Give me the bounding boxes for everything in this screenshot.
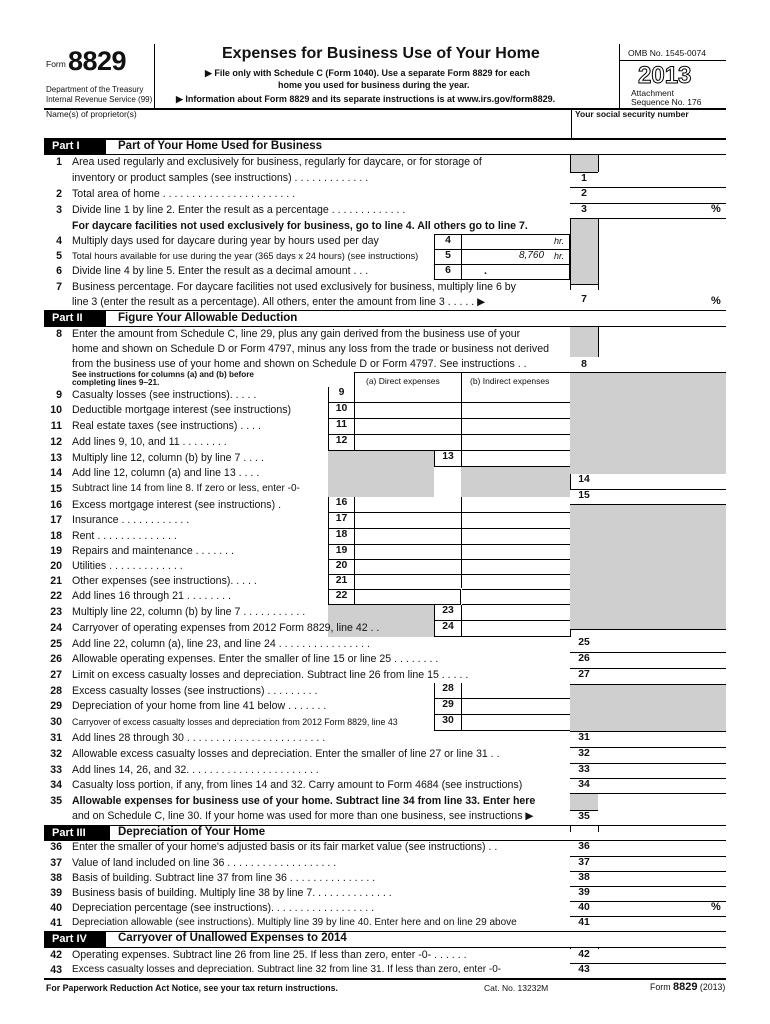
- line-17-num: 17: [50, 514, 62, 526]
- line-28-label: 28: [434, 683, 462, 699]
- line-15-num: 15: [50, 483, 62, 495]
- line-29-label: 29: [434, 699, 462, 715]
- line-35-desc-a: Allowable expenses for business use of your home. Subtract line 34 from line 33. Enter here: [72, 795, 536, 807]
- line-33-label: 33: [570, 764, 598, 778]
- line-37-num: 37: [50, 857, 62, 869]
- col-a-header: (a) Direct expenses: [366, 376, 440, 386]
- line-10-num: 10: [50, 404, 62, 416]
- line-23-desc: Multiply line 22, column (b) by line 7 . . . . . . . . . . .: [72, 606, 306, 618]
- line-18-num: 18: [50, 530, 62, 542]
- line-39-num: 39: [50, 887, 62, 899]
- dept-line2: Internal Revenue Service (99): [46, 95, 153, 104]
- line-36-label: 36: [570, 841, 598, 856]
- line-15-label: 15: [570, 490, 598, 504]
- line-24-num: 24: [50, 622, 62, 634]
- line-19-label: 19: [328, 545, 355, 560]
- line-41-num: 41: [50, 917, 62, 929]
- line-18b-field[interactable]: [462, 529, 570, 545]
- line-38-num: 38: [50, 872, 62, 884]
- line-19a-field[interactable]: [355, 545, 461, 560]
- line-20b-field[interactable]: [462, 560, 570, 575]
- line-21-label: 21: [328, 575, 355, 590]
- line-36-field[interactable]: [598, 841, 726, 856]
- daycare-note: For daycare facilities not used exclusively for business, go to line 4. All others go to line 7.: [72, 220, 528, 232]
- line-12a-field[interactable]: [355, 435, 461, 451]
- tax-year: 2013: [638, 62, 692, 89]
- line-8-desc-b: home and shown on Schedule D or Form 4797, minus any loss from the trade or business not derived: [72, 343, 549, 355]
- line-42-field[interactable]: [598, 949, 726, 963]
- omb-number: OMB No. 1545-0074: [628, 48, 706, 58]
- line-43-num: 43: [50, 964, 62, 976]
- line-40-label: 40: [570, 902, 598, 916]
- line-7-desc-a: Business percentage. For daycare facilities not used exclusively for business, multiply line 6 by: [72, 281, 516, 293]
- line-36-num: 36: [50, 841, 62, 853]
- line-6-decimal: .: [484, 265, 487, 277]
- line-8-field[interactable]: [598, 357, 726, 372]
- line-38-label: 38: [570, 872, 598, 886]
- part-3-title: Depreciation of Your Home: [118, 826, 266, 838]
- line-43-label: 43: [570, 964, 598, 978]
- line-5-hours: 8,760: [519, 250, 545, 261]
- ssn-label: Your social security number: [575, 109, 689, 119]
- line-29-field[interactable]: [462, 699, 570, 715]
- line-13-desc: Multiply line 12, column (b) by line 7 . . . .: [72, 452, 264, 464]
- line-26-label: 26: [570, 653, 598, 668]
- line-7-field[interactable]: [598, 290, 708, 304]
- see-instructions-b: completing lines 9–21.: [72, 378, 160, 387]
- line-1-desc-b: inventory or product samples (see instructions) . . . . . . . . . . . . .: [72, 172, 369, 184]
- line-37-desc: Value of land included on line 36 . . . . . . . . . . . . . . . . . . .: [72, 857, 337, 869]
- part-2-label: Part II: [44, 311, 106, 326]
- line-11-label: 11: [328, 419, 355, 435]
- line-3-label: 3: [570, 204, 598, 218]
- line-24-desc: Carryover of operating expenses from 2012 Form 8829, line 42 . .: [72, 622, 380, 634]
- line-17-label: 17: [328, 513, 355, 529]
- line-9-label: 9: [328, 387, 355, 403]
- sequence-number: Sequence No. 176: [631, 97, 702, 107]
- line-2-label: 2: [570, 188, 598, 203]
- line-26-num: 26: [50, 653, 62, 665]
- line-19-num: 19: [50, 545, 62, 557]
- line-34-num: 34: [50, 779, 62, 791]
- line-21-num: 21: [50, 575, 62, 587]
- line-42-desc: Operating expenses. Subtract line 26 from line 25. If less than zero, enter -0- . . . . . .: [72, 949, 467, 961]
- line-30-label: 30: [434, 715, 462, 731]
- line-26-field[interactable]: [598, 653, 726, 668]
- line-16b-field[interactable]: [462, 497, 570, 513]
- line-41-desc: Depreciation allowable (see instructions). Multiply line 39 by line 40. Enter here and on line 29 above: [72, 917, 517, 928]
- line-32-desc: Allowable excess casualty losses and depreciation. Enter the smaller of line 27 or line 31 . .: [72, 748, 500, 760]
- line-39-desc: Business basis of building. Multiply line 38 by line 7. . . . . . . . . . . . . .: [72, 887, 392, 899]
- instruction-1: ▶ File only with Schedule C (Form 1040). Use a separate Form 8829 for each: [205, 68, 531, 78]
- line-21-desc: Other expenses (see instructions). . . . .: [72, 575, 257, 587]
- line-38-desc: Basis of building. Subtract line 37 from line 36 . . . . . . . . . . . . . . .: [72, 872, 376, 884]
- line-5-unit: hr.: [554, 251, 565, 261]
- line-2-desc: Total area of home . . . . . . . . . . . . . . . . . . . . . . .: [72, 188, 296, 200]
- footer-form-id: [650, 980, 725, 994]
- line-29-num: 29: [50, 700, 62, 712]
- line-22-label: 22: [328, 590, 355, 605]
- line-20-desc: Utilities . . . . . . . . . . . . .: [72, 560, 183, 572]
- line-34-field[interactable]: [598, 779, 726, 793]
- line-5-num: 5: [56, 250, 62, 262]
- line-7-percent: %: [711, 295, 721, 307]
- line-36-desc: Enter the smaller of your home's adjusted basis or its fair market value (see instructions) . .: [72, 841, 498, 853]
- line-1-num: 1: [56, 156, 62, 168]
- name-field[interactable]: [44, 120, 570, 134]
- line-43-field[interactable]: [598, 964, 726, 978]
- line-21a-field[interactable]: [355, 575, 461, 590]
- line-37-label: 37: [570, 857, 598, 871]
- line-22-desc: Add lines 16 through 21 . . . . . . . .: [72, 590, 231, 602]
- line-34-desc: Casualty loss portion, if any, from lines 14 and 32. Carry amount to Form 4684 (see instructions): [72, 779, 523, 791]
- line-20-label: 20: [328, 560, 355, 575]
- line-9b-field[interactable]: [462, 387, 570, 403]
- line-30-num: 30: [50, 716, 62, 728]
- line-31-field[interactable]: [598, 732, 726, 747]
- line-23-num: 23: [50, 606, 62, 618]
- line-13-field[interactable]: [462, 451, 570, 467]
- line-13-label: 13: [434, 451, 462, 467]
- instruction-2: ▶ Information about Form 8829 and its separate instructions is at www.irs.gov/form8829.: [176, 94, 556, 104]
- line-21b-field[interactable]: [462, 575, 570, 590]
- line-20a-field[interactable]: [355, 560, 461, 575]
- line-17a-field[interactable]: [355, 513, 461, 529]
- line-3-field[interactable]: [598, 204, 708, 218]
- paperwork-notice: For Paperwork Reduction Act Notice, see your tax return instructions.: [46, 983, 338, 993]
- instruction-1b: home you used for business during the year.: [278, 80, 470, 90]
- form-word: Form: [46, 59, 66, 69]
- line-23-field[interactable]: [462, 605, 570, 621]
- line-35-label: 35: [570, 810, 598, 825]
- line-3-percent: %: [711, 203, 721, 215]
- line-43-desc: Excess casualty losses and depreciation. Subtract line 32 from line 31. If less than zero, enter -0-: [72, 964, 502, 975]
- line-8-desc-c: from the business use of your home and shown on Schedule D or Form 4797. See instructions . .: [72, 358, 527, 370]
- line-27-desc: Limit on excess casualty losses and depreciation. Subtract line 26 from line 15 . . . . .: [72, 669, 469, 681]
- part-4-title: Carryover of Unallowed Expenses to 2014: [118, 932, 347, 944]
- line-24-field[interactable]: [462, 621, 570, 637]
- line-30-field[interactable]: [462, 715, 570, 731]
- line-25-num: 25: [50, 638, 62, 650]
- line-1-label: 1: [570, 172, 598, 187]
- line-40-num: 40: [50, 902, 62, 914]
- line-10-desc: Deductible mortgage interest (see instructions): [72, 404, 292, 416]
- line-31-num: 31: [50, 732, 62, 744]
- line-25-field[interactable]: [598, 630, 726, 652]
- part-3-label: Part III: [44, 826, 110, 841]
- line-38-field[interactable]: [598, 872, 726, 886]
- line-14-field[interactable]: [598, 474, 726, 489]
- ssn-field[interactable]: [575, 121, 723, 135]
- line-37-field[interactable]: [598, 857, 726, 871]
- line-19-desc: Repairs and maintenance . . . . . . .: [72, 545, 234, 557]
- line-4-num: 4: [56, 235, 62, 247]
- line-35-num: 35: [50, 795, 62, 807]
- line-11-num: 11: [50, 420, 62, 432]
- line-3-desc: Divide line 1 by line 2. Enter the result as a percentage . . . . . . . . . . . . .: [72, 204, 406, 216]
- line-10b-field[interactable]: [462, 403, 570, 419]
- part-1-label: Part I: [44, 139, 106, 154]
- line-28-num: 28: [50, 685, 62, 697]
- line-6-field[interactable]: [461, 264, 570, 280]
- line-9-desc: Casualty losses (see instructions). . . . .: [72, 389, 257, 401]
- line-39-label: 39: [570, 887, 598, 901]
- form-number: 8829: [68, 46, 127, 76]
- line-39-field[interactable]: [598, 887, 726, 901]
- line-42-num: 42: [50, 949, 62, 961]
- line-40-field[interactable]: [598, 902, 708, 916]
- line-27-label: 27: [570, 669, 598, 684]
- line-18-label: 18: [328, 529, 355, 545]
- line-28-field[interactable]: [462, 683, 570, 699]
- line-32-num: 32: [50, 748, 62, 760]
- line-25-label: 25: [570, 637, 598, 652]
- line-22b-field[interactable]: [462, 590, 570, 605]
- attachment-label: Attachment: [631, 88, 674, 98]
- line-11a-field[interactable]: [355, 419, 461, 435]
- line-9-num: 9: [56, 389, 62, 401]
- line-14-num: 14: [50, 467, 62, 479]
- line-41-label: 41: [570, 917, 598, 931]
- line-10a-field[interactable]: [355, 403, 461, 419]
- line-40-desc: Depreciation percentage (see instructions). . . . . . . . . . . . . . . . . .: [72, 902, 375, 914]
- line-9a-field[interactable]: [355, 387, 461, 403]
- line-6-num: 6: [56, 265, 62, 277]
- line-7-label: 7: [570, 290, 598, 304]
- line-15-desc: Subtract line 14 from line 8. If zero or less, enter -0-: [72, 483, 300, 494]
- line-33-num: 33: [50, 764, 62, 776]
- line-31-desc: Add lines 28 through 30 . . . . . . . . . . . . . . . . . . . . . . . .: [72, 732, 326, 744]
- line-31-label: 31: [570, 732, 598, 747]
- line-4-label: 4: [434, 234, 462, 250]
- line-32-field[interactable]: [598, 748, 726, 763]
- line-12-num: 12: [50, 436, 62, 448]
- name-label: Name(s) of proprietor(s): [46, 109, 137, 119]
- line-16-label: 16: [328, 497, 355, 513]
- line-4-desc: Multiply days used for daycare during year by hours used per day: [72, 235, 379, 247]
- line-5-label: 5: [434, 249, 462, 265]
- line-17b-field[interactable]: [462, 513, 570, 529]
- line-22-num: 22: [50, 590, 62, 602]
- part-2-title: Figure Your Allowable Deduction: [118, 312, 298, 324]
- line-2-field[interactable]: [598, 188, 726, 203]
- line-27-num: 27: [50, 669, 62, 681]
- line-18a-field[interactable]: [355, 529, 461, 545]
- line-7-desc-b: line 3 (enter the result as a percentage). All others, enter the amount from line 3 . . . . . ▶: [72, 296, 486, 308]
- line-32-label: 32: [570, 748, 598, 763]
- line-13-num: 13: [50, 452, 62, 464]
- line-8-label: 8: [570, 357, 598, 372]
- line-15-field[interactable]: [598, 490, 726, 504]
- line-42-label: 42: [570, 949, 598, 963]
- footer-form-number: 8829: [672, 981, 698, 993]
- line-24-label: 24: [434, 621, 462, 637]
- line-28-desc: Excess casualty losses (see instructions) . . . . . . . . .: [72, 685, 318, 697]
- see-instructions-a: See instructions for columns (a) and (b) before: [72, 370, 254, 379]
- line-6-desc: Divide line 4 by line 5. Enter the result as a decimal amount . . .: [72, 265, 369, 277]
- line-16a-field[interactable]: [355, 497, 461, 513]
- line-3-num: 3: [56, 204, 62, 216]
- cat-number: Cat. No. 13232M: [484, 983, 549, 993]
- line-6-label: 6: [434, 264, 462, 280]
- line-1-desc-a: Area used regularly and exclusively for business, regularly for daycare, or for storage of: [72, 156, 482, 168]
- line-12-desc: Add lines 9, 10, and 11 . . . . . . . .: [72, 436, 227, 448]
- dept-line1: Department of the Treasury: [46, 85, 144, 94]
- line-8-num: 8: [56, 328, 62, 340]
- line-33-field[interactable]: [598, 764, 726, 778]
- line-14-desc: Add line 12, column (a) and line 13 . . . .: [72, 467, 260, 479]
- line-2-num: 2: [56, 188, 62, 200]
- line-7-num: 7: [56, 281, 62, 293]
- line-16-desc: Excess mortgage interest (see instructions) .: [72, 499, 282, 511]
- line-22a-field[interactable]: [355, 590, 461, 605]
- line-18-desc: Rent . . . . . . . . . . . . . .: [72, 530, 177, 542]
- line-16-num: 16: [50, 499, 62, 511]
- form-8829: [44, 44, 726, 996]
- line-12-label: 12: [328, 435, 355, 451]
- line-34-label: 34: [570, 779, 598, 793]
- line-26-desc: Allowable operating expenses. Enter the smaller of line 15 or line 25 . . . . . . . .: [72, 653, 439, 665]
- line-5-desc: Total hours available for use during the year (365 days x 24 hours) (see instructions): [72, 251, 419, 261]
- line-35-desc-b: and on Schedule C, line 30. If your home was used for more than one business, see instructions ▶: [72, 810, 534, 822]
- line-8-desc-a: Enter the amount from Schedule C, line 29, plus any gain derived from the business use of your: [72, 328, 521, 340]
- part-1-title: Part of Your Home Used for Business: [118, 140, 323, 152]
- line-41-field[interactable]: [598, 917, 726, 931]
- line-27-field[interactable]: [598, 669, 726, 684]
- line-20-num: 20: [50, 560, 62, 572]
- line-33-desc: Add lines 14, 26, and 32. . . . . . . . . . . . . . . . . . . . . . .: [72, 764, 319, 776]
- line-17-desc: Insurance . . . . . . . . . . . .: [72, 514, 190, 526]
- line-40-percent: %: [711, 901, 721, 913]
- line-11b-field[interactable]: [462, 419, 570, 435]
- line-14-label: 14: [578, 474, 590, 485]
- footer-form-word: Form: [650, 982, 671, 992]
- line-10-label: 10: [328, 403, 355, 419]
- line-11-desc: Real estate taxes (see instructions) . . . .: [72, 420, 262, 432]
- line-4-unit: hr.: [554, 236, 565, 246]
- line-1-field[interactable]: [598, 172, 726, 187]
- line-25-desc: Add line 22, column (a), line 23, and line 24 . . . . . . . . . . . . . . . .: [72, 638, 370, 650]
- line-12b-field[interactable]: [462, 435, 570, 451]
- line-23-label: 23: [434, 605, 462, 621]
- line-29-desc: Depreciation of your home from line 41 below . . . . . . .: [72, 700, 327, 712]
- col-b-header: (b) Indirect expenses: [470, 376, 550, 386]
- line-19b-field[interactable]: [462, 545, 570, 560]
- line-30-desc: Carryover of excess casualty losses and depreciation from 2012 Form 8829, line 43: [72, 717, 398, 727]
- footer-year: (2013): [699, 982, 726, 992]
- form-title: Expenses for Business Use of Your Home: [222, 45, 540, 62]
- part-4-label: Part IV: [44, 932, 106, 947]
- line-35-field[interactable]: [598, 794, 726, 825]
